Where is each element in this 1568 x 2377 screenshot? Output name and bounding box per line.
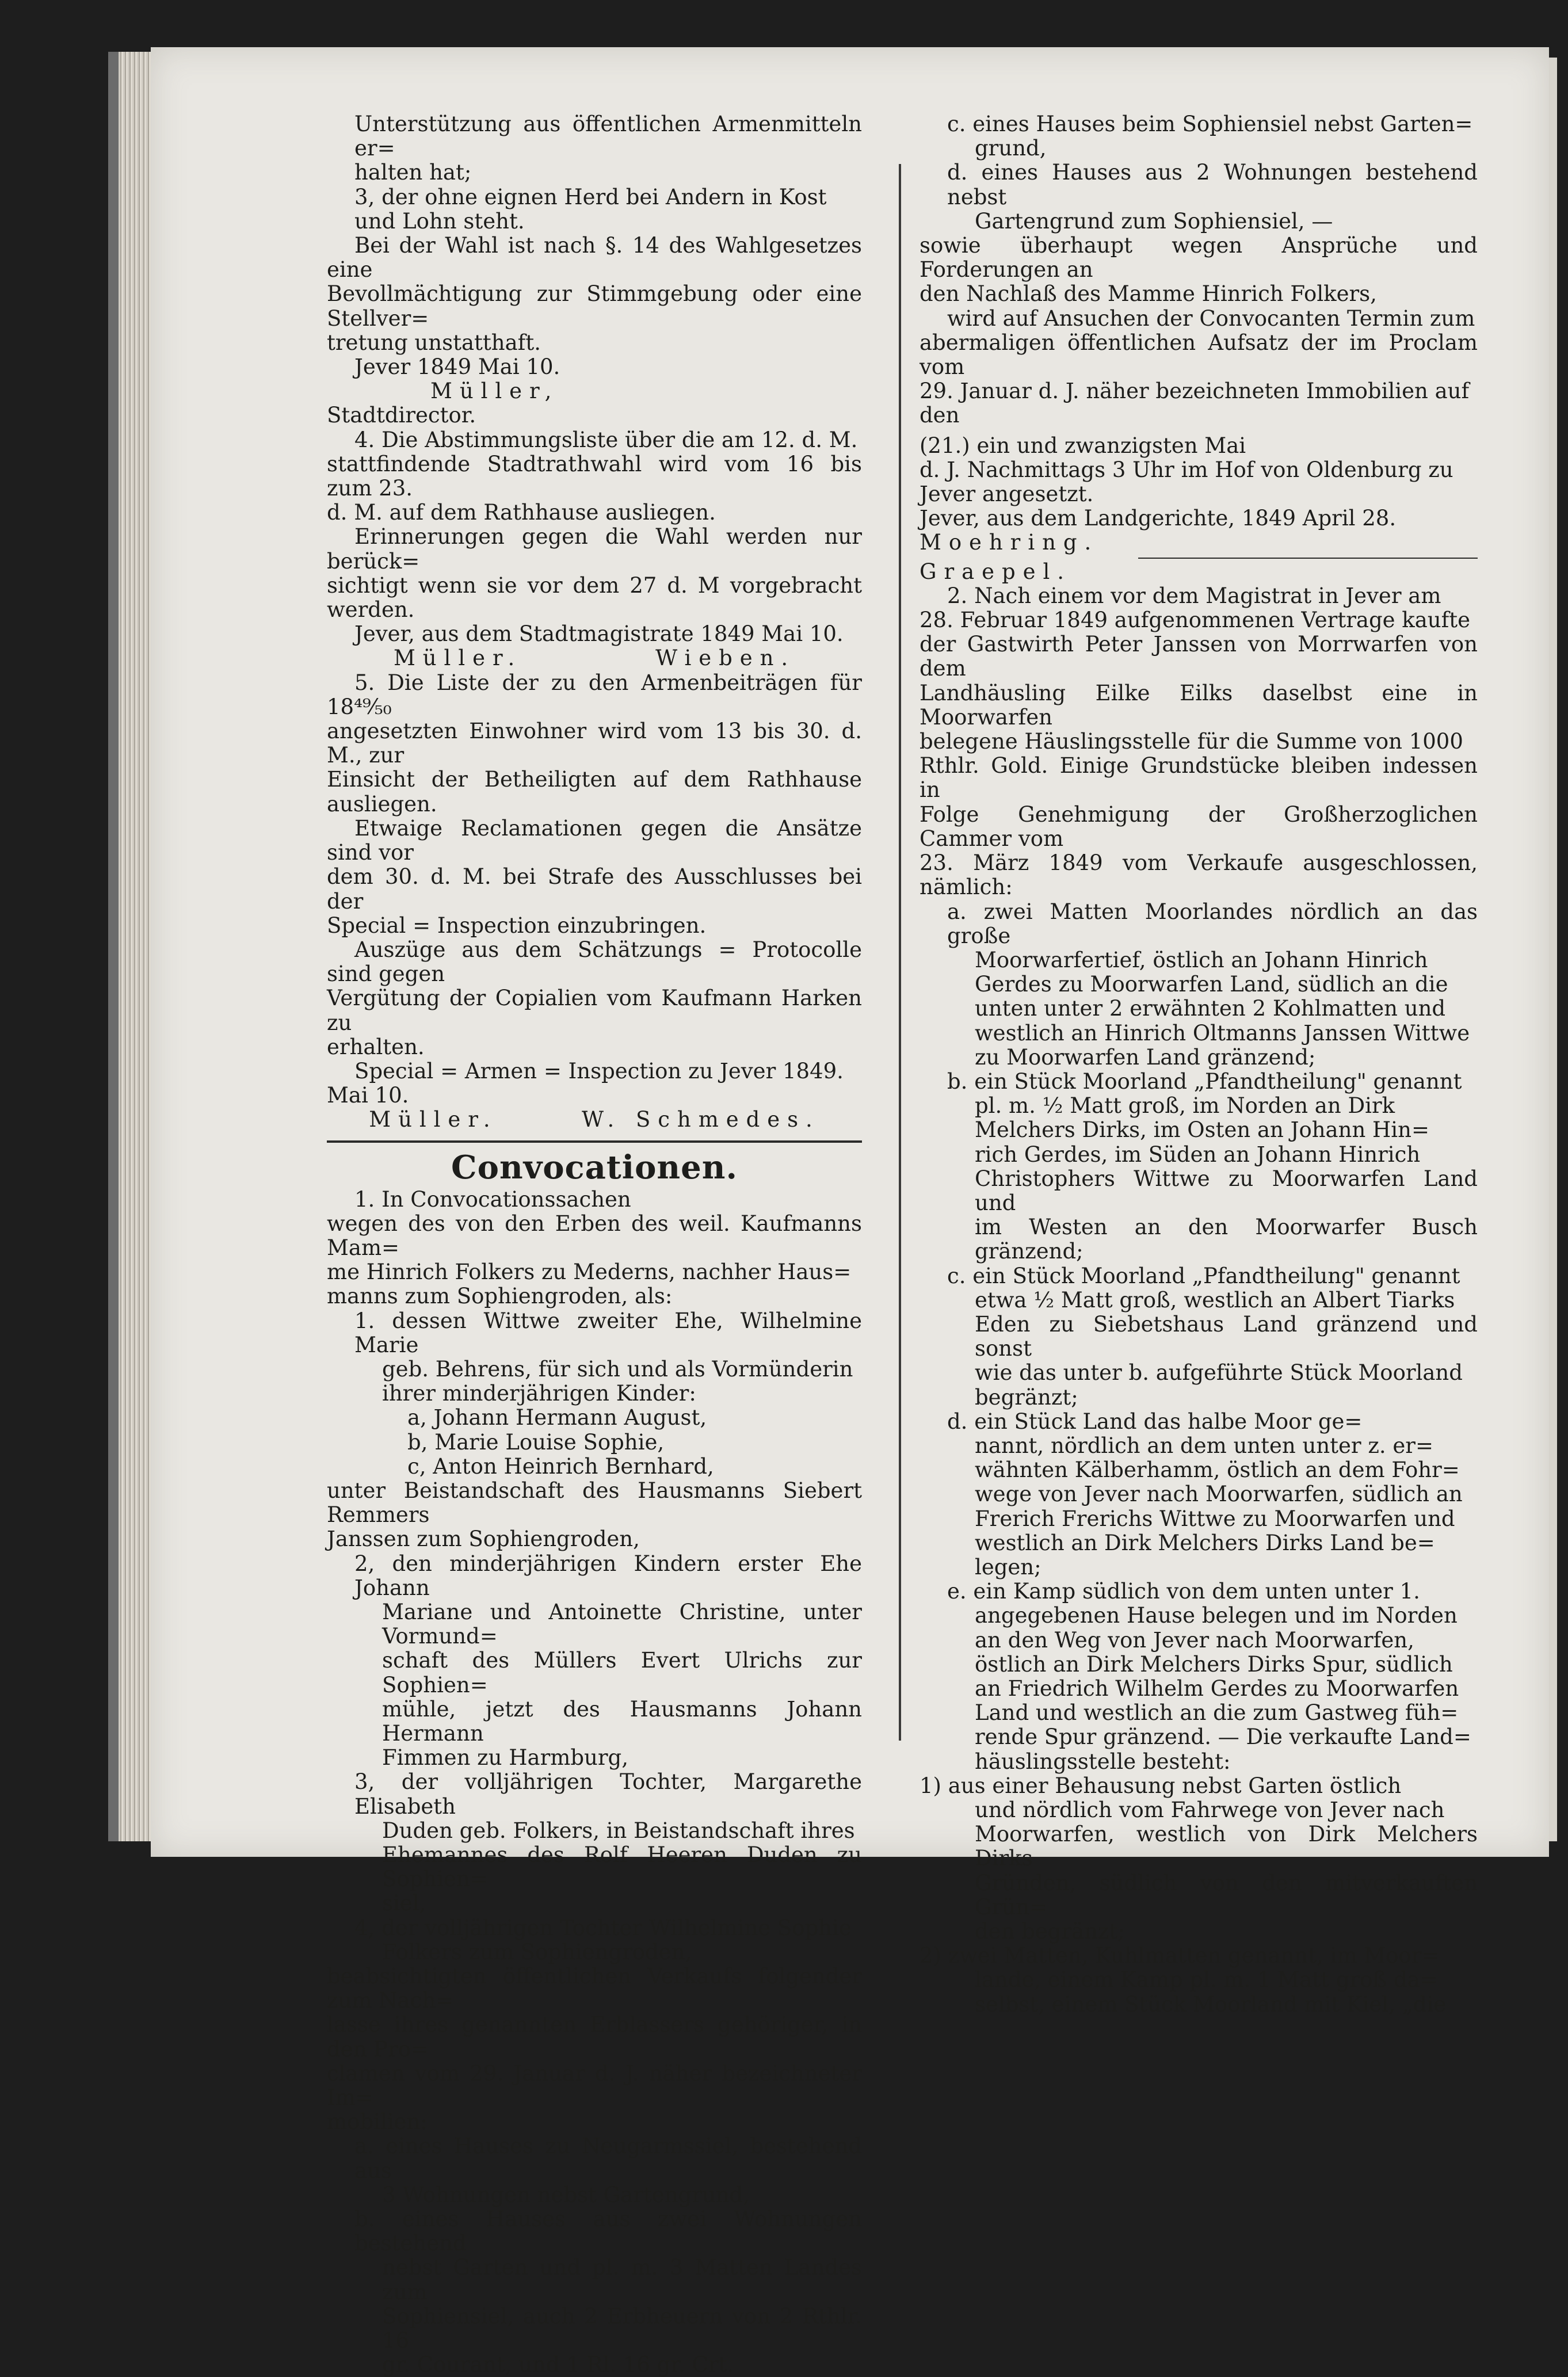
text-line: gr. Courant, und 1 Rl. 16 gr. Crt. — [382, 2352, 734, 2377]
text-line: Mariane und Antoinette Christine, unter Vormund= — [382, 1599, 862, 1649]
text-line: Bei der Wahl ist nach §. 14 des Wahlgesetzes eine — [327, 233, 862, 283]
property-c — [920, 112, 1478, 161]
signature-title: Stadtdirector. — [327, 403, 476, 428]
text-line: Gartengrund zum Sophiensiel, — — [975, 208, 1333, 234]
item-3 — [327, 185, 862, 234]
signature-row — [327, 1108, 862, 1132]
signature-row — [327, 646, 862, 670]
text-line: Folkers zum Sophiengroden, — [382, 1939, 692, 1964]
text-line: Landhäusling Eilke Eilks daselbst eine in Moorwarfen — [920, 680, 1478, 730]
text-line: Frerich Frerichs Wittwe zu Moorwarfen und — [975, 1506, 1455, 1531]
text-line: 23. März 1849 vom Verkaufe ausgeschlossen, nämlich: — [920, 850, 1478, 900]
signature-name: Müller, — [430, 379, 559, 404]
item-2 — [920, 584, 1478, 900]
signature-name: Moehring. — [920, 530, 1099, 555]
text-line: abermaligen öffentlichen Aufsatz der im Proclam vom — [920, 330, 1478, 380]
dateline: Jever 1849 Mai 10. — [354, 354, 560, 380]
subitem-e — [920, 1579, 1478, 1774]
text-line: 29. Januar d. J. näher bezeichneten Immobilien auf — [920, 379, 1470, 404]
text-line: unten unter 2 erwähnten 2 Kohlmatten und — [975, 996, 1446, 1021]
text-line: pl. m. ½ Matt groß, im Norden an Dirk — [975, 1093, 1395, 1119]
signature-name: Graepel. — [920, 559, 1071, 584]
text-line: c. ein Stück Moorland „Pfandtheilung" genannt — [947, 1263, 1460, 1288]
text-line: 2. Nach einem vor dem Magistrat in Jever am — [947, 583, 1441, 608]
text-line: a. zwei Matten Moorlandes nördlich an das große — [947, 899, 1478, 948]
wahl-paragraph — [327, 234, 862, 355]
text-line: lande, einem Kamp pl. m. 1 Matt groß da= — [975, 1967, 1438, 1993]
text-line: tretung unstatthaft. — [327, 330, 541, 355]
subitem-c — [920, 1264, 1478, 1410]
text-line: 1. In Convocationssachen — [354, 1186, 631, 1212]
text-line: 4, der volljährigen Tochter Wilhelmine Sophie — [354, 1915, 852, 1940]
beistand-paragraph — [327, 1479, 862, 1552]
numbered-item-1 — [920, 1774, 1478, 1944]
text-line: stattfindende Stadtrathwahl wird vom 16 bis zum 23. — [327, 451, 862, 501]
text-line: mühle, jetzt des Hausmanns Johann Hermann — [382, 1696, 862, 1746]
text-line: 3 Wohnungen nebst Gartengrund, — [382, 2182, 750, 2207]
text-line: b. eines Hauses aus zwei Wohnungen bestehend — [354, 2207, 862, 2256]
text-line: rende Spur gränzend. — Die verkaufte Land= — [975, 1724, 1471, 1750]
text-line: Jever angesetzt. — [920, 482, 1094, 507]
text-line: grund, — [975, 136, 1047, 161]
text-line: a. eines Hauses zu Neugarmssiel, bestehend aus — [354, 2134, 862, 2183]
text-line: Folge Genehmigung der Großherzoglichen Cammer vom — [920, 802, 1478, 851]
text-line: c. eines Hauses beim Sophiensiel nebst Garten= — [947, 112, 1473, 136]
convocation-intro — [327, 1188, 862, 1309]
text-line: manns zum Sophiengroden, als: — [327, 1284, 673, 1309]
right-column — [920, 112, 1478, 2017]
text-line: westlich an Dirk Melchers Dirks Land be= — [975, 1530, 1435, 1555]
text-line: an den Weg von Jever nach Moorwarfen, — [975, 1627, 1414, 1653]
text-line: 1) aus einer Behausung nebst Garten östlich — [920, 1773, 1402, 1798]
text-line: b. ein Stück Moorland „Pfandtheilung" genannt — [947, 1069, 1462, 1094]
text-line: angegebenen Hause belegen und im Norden — [975, 1603, 1458, 1628]
text-line: Gründen, südlich von den mitverkauften Grün= — [975, 1870, 1478, 1920]
text-line: mobilien: — [327, 2109, 428, 2135]
signature-rule — [1138, 558, 1478, 559]
signature-name: Müller. — [393, 646, 522, 671]
text-line: Eden zu Siebetshaus Land gränzend und sonst — [975, 1311, 1478, 1361]
text-line: e. ein Kamp südlich von dem unten unter 1. — [947, 1579, 1420, 1604]
text-line: etwa ½ Matt groß, westlich an Albert Tiarks — [975, 1287, 1455, 1312]
list-item: a, Johann Hermann August, — [407, 1405, 707, 1430]
text-line: begränzt; — [975, 1384, 1078, 1410]
erinnerungen-paragraph — [327, 525, 862, 622]
signature-name: Müller. — [369, 1107, 498, 1132]
text-line: Moorwarfen, westlich von Dirk Melchers Dirks — [975, 1822, 1478, 1871]
subitem-d — [920, 1410, 1478, 1579]
text-line: belegene Häuslingsstelle für die Summe von 1000 — [920, 729, 1463, 754]
text-line: Einsicht der Betheiligten auf dem Rathhause ausliegen. — [327, 767, 862, 817]
text-line: me Hinrich Folkers zu Mederns, nachher Haus= — [327, 1260, 852, 1285]
text-line: den begränzt; — [975, 1919, 1125, 1944]
text-line: 2, den minderjährigen Kindern erster Ehe Johann — [354, 1551, 862, 1600]
text-line: Gerdes zu Moorwarfen Land, südlich an die — [975, 972, 1448, 997]
text-line: Unterstützung aus öffentlichen Armenmitteln er= — [354, 112, 862, 161]
text-line: den — [920, 403, 960, 428]
text-line: westlich an Hinrich Oltmanns Janssen Wittwe — [975, 1020, 1470, 1046]
reclamationen-paragraph — [327, 817, 862, 938]
text-line: lasse ihres genannten Erblassers gehöriger, in den Pro= — [327, 2012, 862, 2062]
termin-paragraph — [920, 234, 1478, 428]
text-line: ihrer minderjährigen Kinder: — [382, 1381, 696, 1406]
text-line: 3, der ohne eignen Herd bei Andern in Kost — [354, 184, 827, 209]
text-line: an Friedrich Wilhelm Gerdes zu Moorwarfen — [975, 1676, 1459, 1701]
text-line: d. M. auf dem Rathhause ausliegen. — [327, 500, 716, 525]
continued-text — [327, 112, 862, 185]
text-line: Moorwarfertief, östlich an Johann Hinrich — [975, 947, 1428, 972]
dateline: Special = Armen = Inspection zu Jever 1849. — [354, 1058, 844, 1083]
text-line: Etwaige Reclamationen gegen die Ansätze sind vor — [327, 815, 862, 865]
text-line: Land und westlich an die zum Gastweg füh= — [975, 1700, 1459, 1726]
section-rule — [327, 1140, 862, 1143]
text-line: 2) zwei Matten, Kuhlmatten genannt, im Moor= — [920, 1943, 1440, 1968]
text-line: clamen vom 29. Januar d. J. näher bezeichneter Im= — [327, 2061, 862, 2111]
text-line: Special = Inspection einzubringen. — [327, 913, 707, 938]
column-divider — [899, 164, 901, 1741]
text-line: Melchers Dirks, im Osten an Johann Hin= — [975, 1117, 1429, 1143]
text-line: angesetzten Einwohner wird vom 13 bis 30. d. M., zur — [327, 719, 862, 768]
subitem-b — [920, 1070, 1478, 1264]
text-line: Ehemannes des Rolf Heeren Duden zu Sophien= — [382, 1842, 862, 1892]
text-line: Janssen zum Sophiengroden, — [327, 1527, 640, 1552]
text-line: im Westen an den Moorwarfer Busch gränzend; — [975, 1215, 1478, 1264]
text-line: 28. Februar 1849 aufgenommenen Vertrage kaufte — [920, 608, 1471, 633]
list-item: c, Anton Heinrich Bernhard, — [407, 1453, 714, 1479]
dateline: Jever, aus dem Stadtmagistrate 1849 Mai 10. — [354, 621, 844, 647]
text-line: Rthlr. Gold. Einige Grundstücke bleiben indessen in — [920, 753, 1478, 803]
heir-2 — [327, 1552, 862, 1771]
text-line: Christophers Wittwe zu Moorwarfen Land und — [975, 1166, 1478, 1215]
list-item: b, Marie Louise Sophie, — [407, 1429, 665, 1455]
text-line: 1. dessen Wittwe zweiter Ehe, Wilhelmine Marie — [354, 1308, 862, 1357]
text-line: beabsichtigten öffentlichen Verkaufs folgender zum Nach= — [327, 1964, 862, 2013]
heir-1 — [327, 1309, 862, 1406]
text-line: Vergütung der Copialien vom Kaufmann Harken zu — [327, 986, 862, 1035]
signature-name: W. Schmedes. — [582, 1107, 820, 1132]
auszuege-paragraph — [327, 938, 862, 1059]
text-line: d. J. Nachmittags 3 Uhr im Hof von Oldenburg zu — [920, 457, 1453, 482]
dateline: Jever, aus dem Landgerichte, 1849 April 28. — [920, 506, 1397, 531]
text-line: wegen des von den Erben des weil. Kaufmanns Mam= — [327, 1211, 862, 1260]
text-line: 4. Die Abstimmungsliste über die am 12. d. M. — [354, 427, 858, 452]
text-line: d. eines Hauses aus 2 Wohnungen bestehend nebst — [947, 160, 1478, 209]
text-line: zu Moorwarfen Land gränzend; — [975, 1044, 1316, 1070]
text-line: Erinnerungen gegen die Wahl werden nur berück= — [327, 524, 862, 574]
heir-4 — [327, 1916, 862, 1964]
text-line: wege von Jever nach Moorwarfen, südlich an — [975, 1482, 1463, 1507]
text-line: siel, — [382, 1891, 426, 1916]
text-line: rich Gerdes, im Süden an Johann Hinrich — [975, 1142, 1421, 1167]
text-line: Sophiensiel, auch 2 Erbheuern von 2 Rthlr. 16 — [382, 2303, 862, 2353]
numbered-item-2 — [920, 1944, 1478, 2017]
left-column — [327, 112, 862, 2377]
verkauf-paragraph — [327, 1964, 862, 2134]
text-line: Bevollmächtigung zur Stimmgebung oder eine Stellver= — [327, 281, 862, 331]
property-d — [920, 161, 1478, 234]
text-line: unter Beistandschaft des Hausmanns Siebert Remmers — [327, 1478, 862, 1528]
dateline: Mai 10. — [327, 1083, 409, 1108]
section-heading: Convocationen. — [451, 1148, 738, 1186]
page-right-edge — [1549, 58, 1557, 1841]
text-line: häuslingsstelle besteht: — [975, 1749, 1231, 1774]
signature-name: Wieben. — [655, 646, 796, 671]
text-line: wähnten Kälberhamm, östlich an dem Fohr= — [975, 1458, 1460, 1483]
text-line: östlich an Dirk Melchers Dirks Spur, südlich — [975, 1651, 1453, 1677]
text-line: nebst Garten und pl. m. 3 Matten Landes zum — [382, 2255, 862, 2304]
property-b — [327, 2207, 862, 2377]
termin-date: (21.) ein und zwanzigsten Mai — [920, 433, 1246, 458]
text-line: und nördlich vom Fahrwege von Jever nach — [975, 1798, 1445, 1823]
text-line: Fimmen zu Harmburg, — [382, 1745, 628, 1771]
text-line: d. ein Stück Land das halbe Moor ge= — [947, 1409, 1363, 1434]
text-line: nannt, nördlich an dem unten unter z. er= — [975, 1433, 1433, 1458]
text-line: erhalten. — [327, 1034, 425, 1059]
text-line: legen; — [975, 1554, 1041, 1579]
item-4 — [327, 428, 862, 525]
text-line: dem 30. d. M. bei Strafe des Ausschlusses bei der — [327, 864, 862, 914]
text-line: sichtigt wenn sie vor dem 27 d. M vorgebracht werden. — [327, 573, 862, 623]
heir-3 — [327, 1770, 862, 1916]
subitem-a — [920, 900, 1478, 1070]
text-line: 5. Die Liste der zu den Armenbeiträgen für 18⁴⁹⁄₅₀ — [327, 670, 862, 719]
text-line: sowie überhaupt wegen Ansprüche und Forderungen an — [920, 233, 1478, 283]
text-line: und Lohn steht. — [354, 208, 525, 234]
text-line: der Gastwirth Peter Janssen von Morrwarfen von dem — [920, 632, 1478, 681]
text-line: wird auf Ansuchen der Convocanten Termin zum — [947, 306, 1475, 331]
property-a — [327, 2134, 862, 2207]
text-line: halten hat; — [354, 160, 472, 185]
text-line: den Nachlaß des Mamme Hinrich Folkers, — [920, 281, 1377, 307]
children-list — [327, 1406, 862, 1479]
item-5 — [327, 671, 862, 817]
text-line: Auszüge aus dem Schätzungs = Protocolle sind gegen — [327, 937, 862, 987]
text-line: wie das unter b. aufgeführte Stück Moorland — [975, 1360, 1463, 1386]
text-line: geb. Behrens, für sich und als Vormünderin — [382, 1356, 853, 1382]
text-line: 3, der volljährigen Tochter, Margarethe Elisabeth — [354, 1769, 862, 1819]
text-line: schaft des Müllers Evert Ulrichs zur Sophien= — [382, 1648, 862, 1697]
text-line: Duden geb. Folkers, in Beistandschaft ihres — [382, 1818, 855, 1843]
text-line: selbst, einem Stück Moorland mit Kiel, „die — [975, 1991, 1447, 2017]
